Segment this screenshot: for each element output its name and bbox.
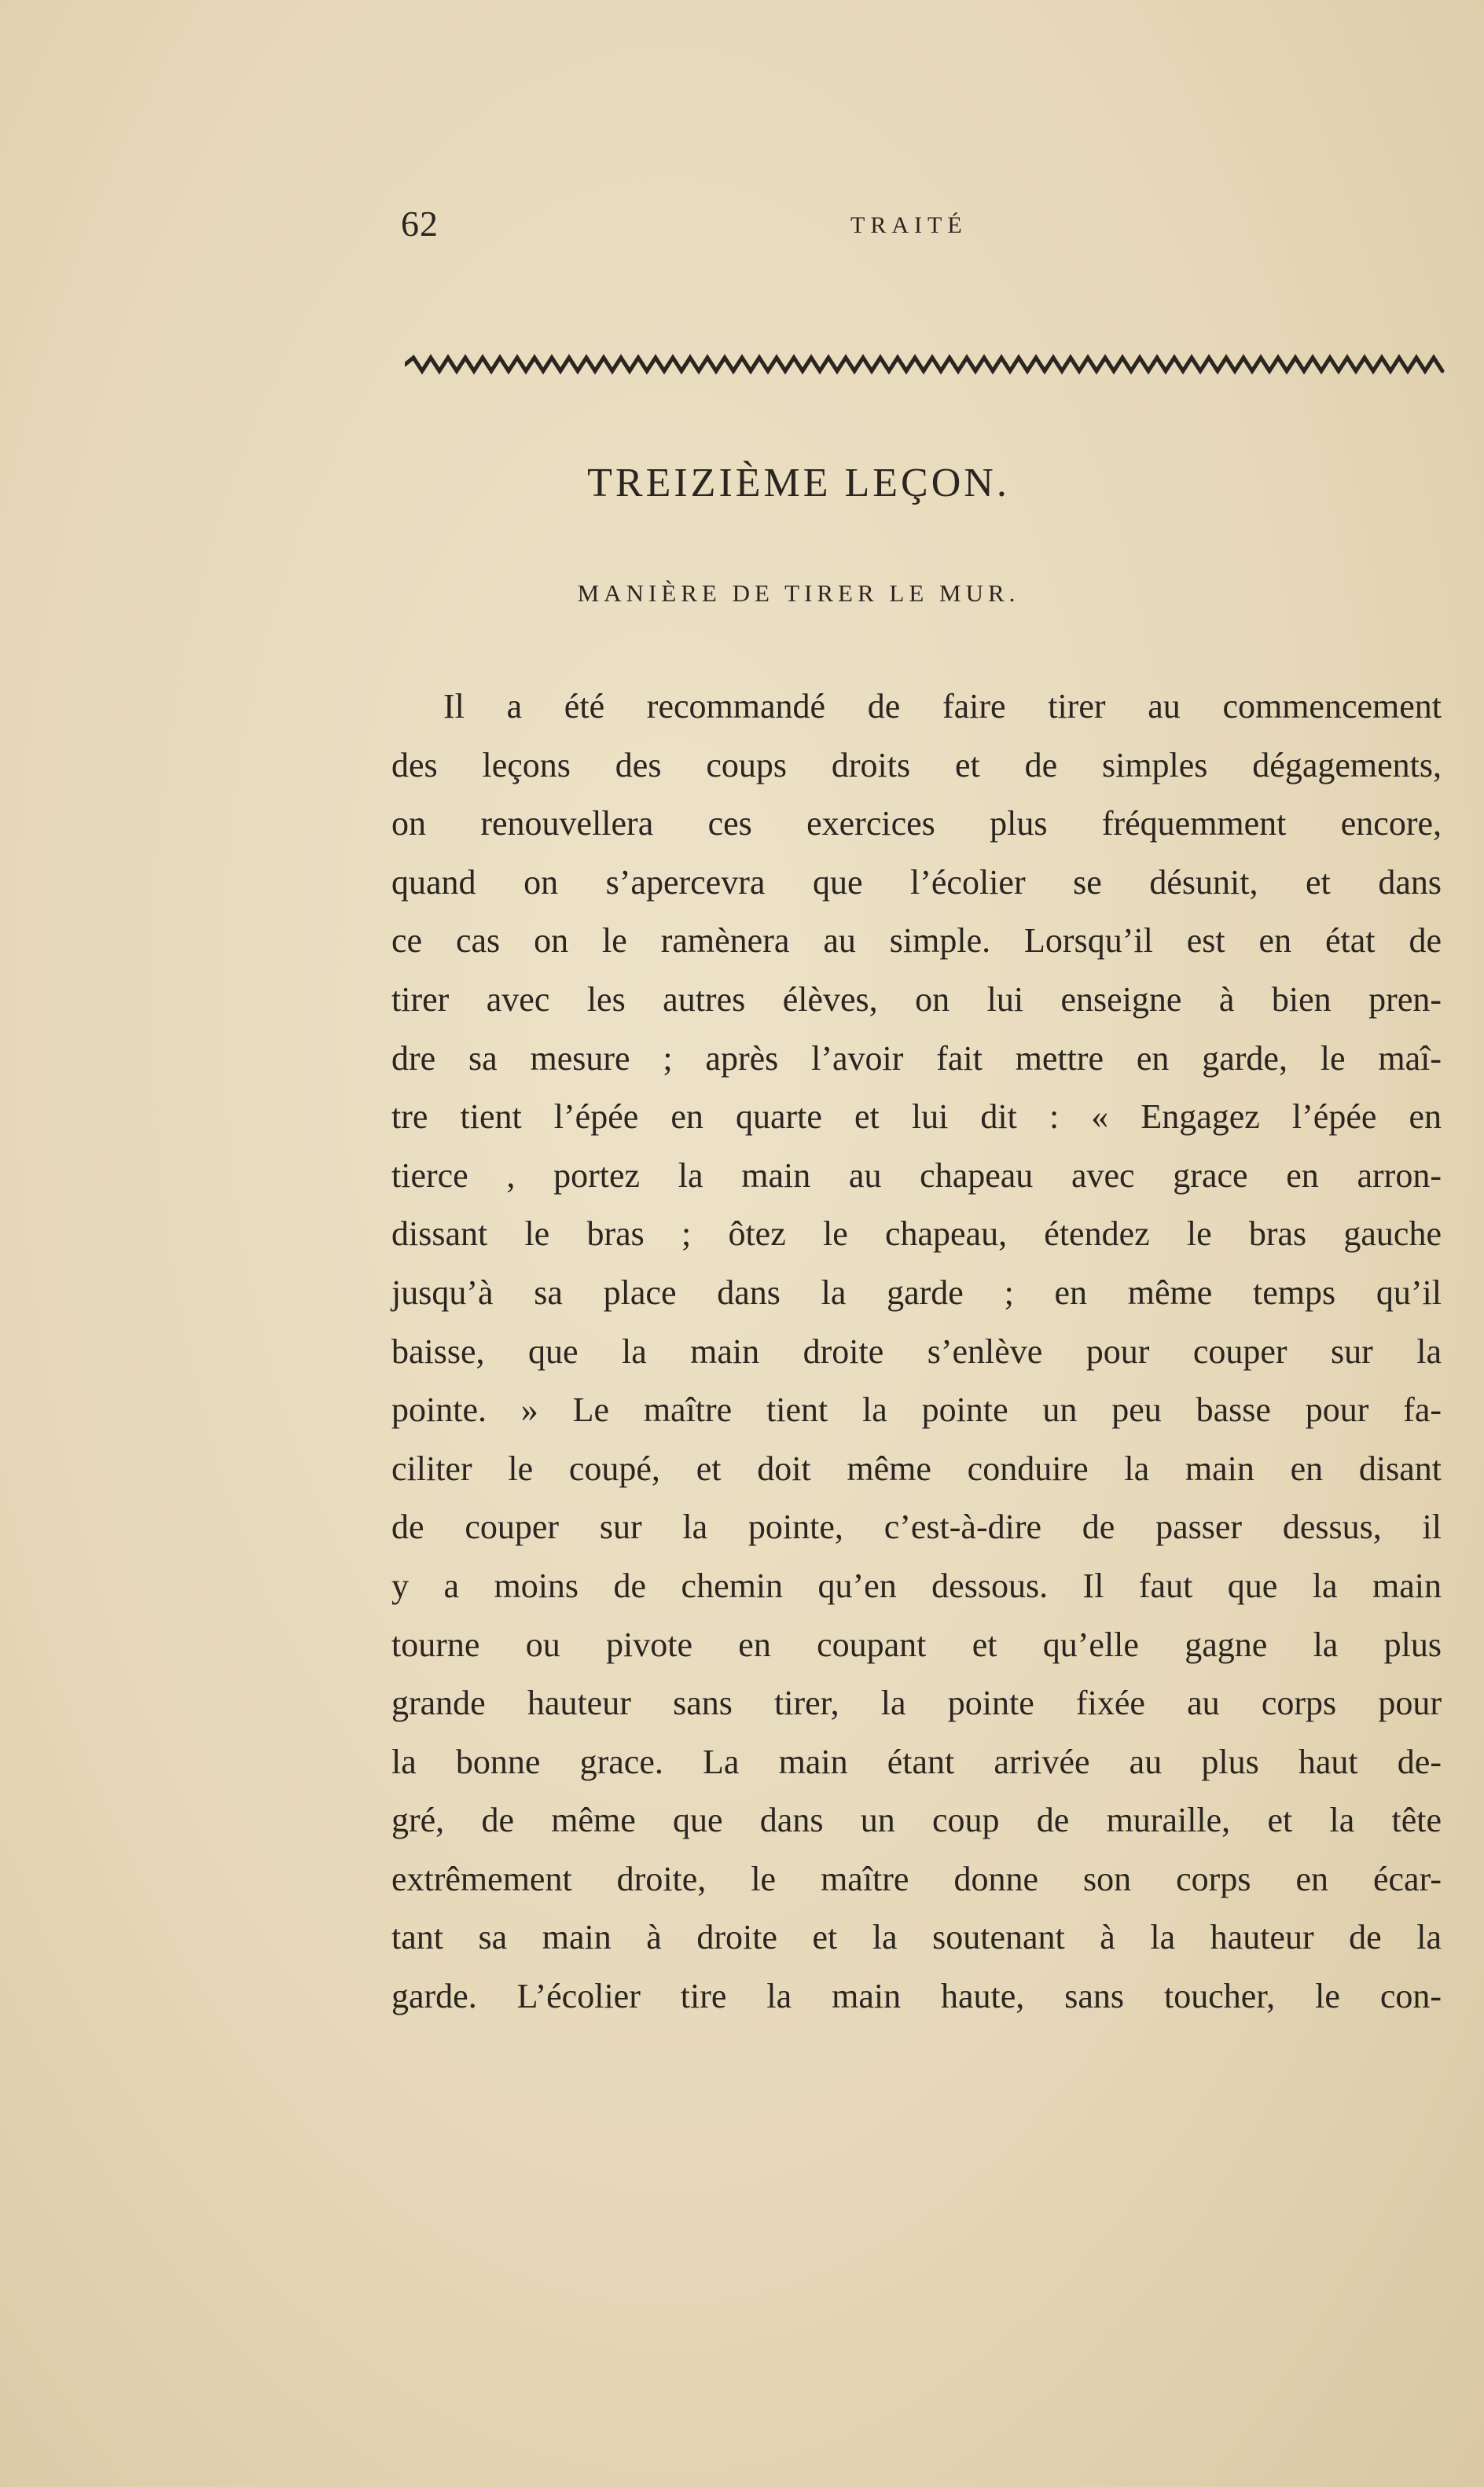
text-line: la bonne grace. La main étant arrivée au plus haut de- bbox=[391, 1742, 1442, 1781]
text-line: garde. L’écolier tire la main haute, sans toucher, le con- bbox=[391, 1977, 1442, 2016]
text-line: on renouvellera ces exercices plus fréquemment encore, bbox=[391, 804, 1442, 843]
running-head: TRAITÉ bbox=[850, 212, 968, 238]
text-line: jusqu’à sa place dans la garde ; en même temps qu’il bbox=[391, 1273, 1442, 1312]
text-line: baisse, que la main droite s’enlève pour couper sur la bbox=[391, 1332, 1442, 1371]
text-line: gré, de même que dans un coup de muraille, et la tête bbox=[391, 1801, 1442, 1840]
text-line: grande hauteur sans tirer, la pointe fixée au corps pour bbox=[391, 1684, 1442, 1723]
text-line: dissant le bras ; ôtez le chapeau, étendez le bras gauche bbox=[391, 1214, 1442, 1254]
text-line: tourne ou pivote en coupant et qu’elle gagne la plus bbox=[391, 1625, 1442, 1664]
text-line: extrêmement droite, le maître donne son corps en écar- bbox=[391, 1859, 1442, 1898]
text-line: Il a été recommandé de faire tirer au commencement bbox=[443, 687, 1442, 726]
text-line: quand on s’apercevra que l’écolier se désunit, et dans bbox=[391, 862, 1442, 902]
text-line: tirer avec les autres élèves, on lui enseigne à bien pren- bbox=[391, 979, 1442, 1019]
text-line: tre tient l’épée en quarte et lui dit : « Engagez l’épée en bbox=[391, 1097, 1442, 1137]
page-number: 62 bbox=[401, 204, 439, 244]
decorative-rule-ornament bbox=[405, 354, 1446, 376]
lesson-title: TREIZIÈME LEÇON. bbox=[587, 461, 1010, 505]
text-line: y a moins de chemin qu’en dessous. Il faut que la main bbox=[391, 1566, 1442, 1605]
lesson-subtitle: MANIÈRE DE TIRER LE MUR. bbox=[577, 579, 1020, 607]
text-line: pointe. » Le maître tient la pointe un peu basse pour fa- bbox=[391, 1390, 1442, 1430]
body-text bbox=[391, 678, 1442, 2026]
text-line: des leçons des coups droits et de simples dégagements, bbox=[391, 745, 1442, 784]
text-line: tant sa main à droite et la soutenant à la hauteur de la bbox=[391, 1918, 1442, 1957]
text-line: ciliter le coupé, et doit même conduire la main en disant bbox=[391, 1449, 1442, 1488]
text-line: dre sa mesure ; après l’avoir fait mettre en garde, le maî- bbox=[391, 1038, 1442, 1078]
text-line: tierce , portez la main au chapeau avec grace en arron- bbox=[391, 1155, 1442, 1195]
text-line: ce cas on le ramènera au simple. Lorsqu’il est en état de bbox=[391, 921, 1442, 961]
text-line: de couper sur la pointe, c’est-à-dire de passer dessus, il bbox=[391, 1508, 1442, 1547]
